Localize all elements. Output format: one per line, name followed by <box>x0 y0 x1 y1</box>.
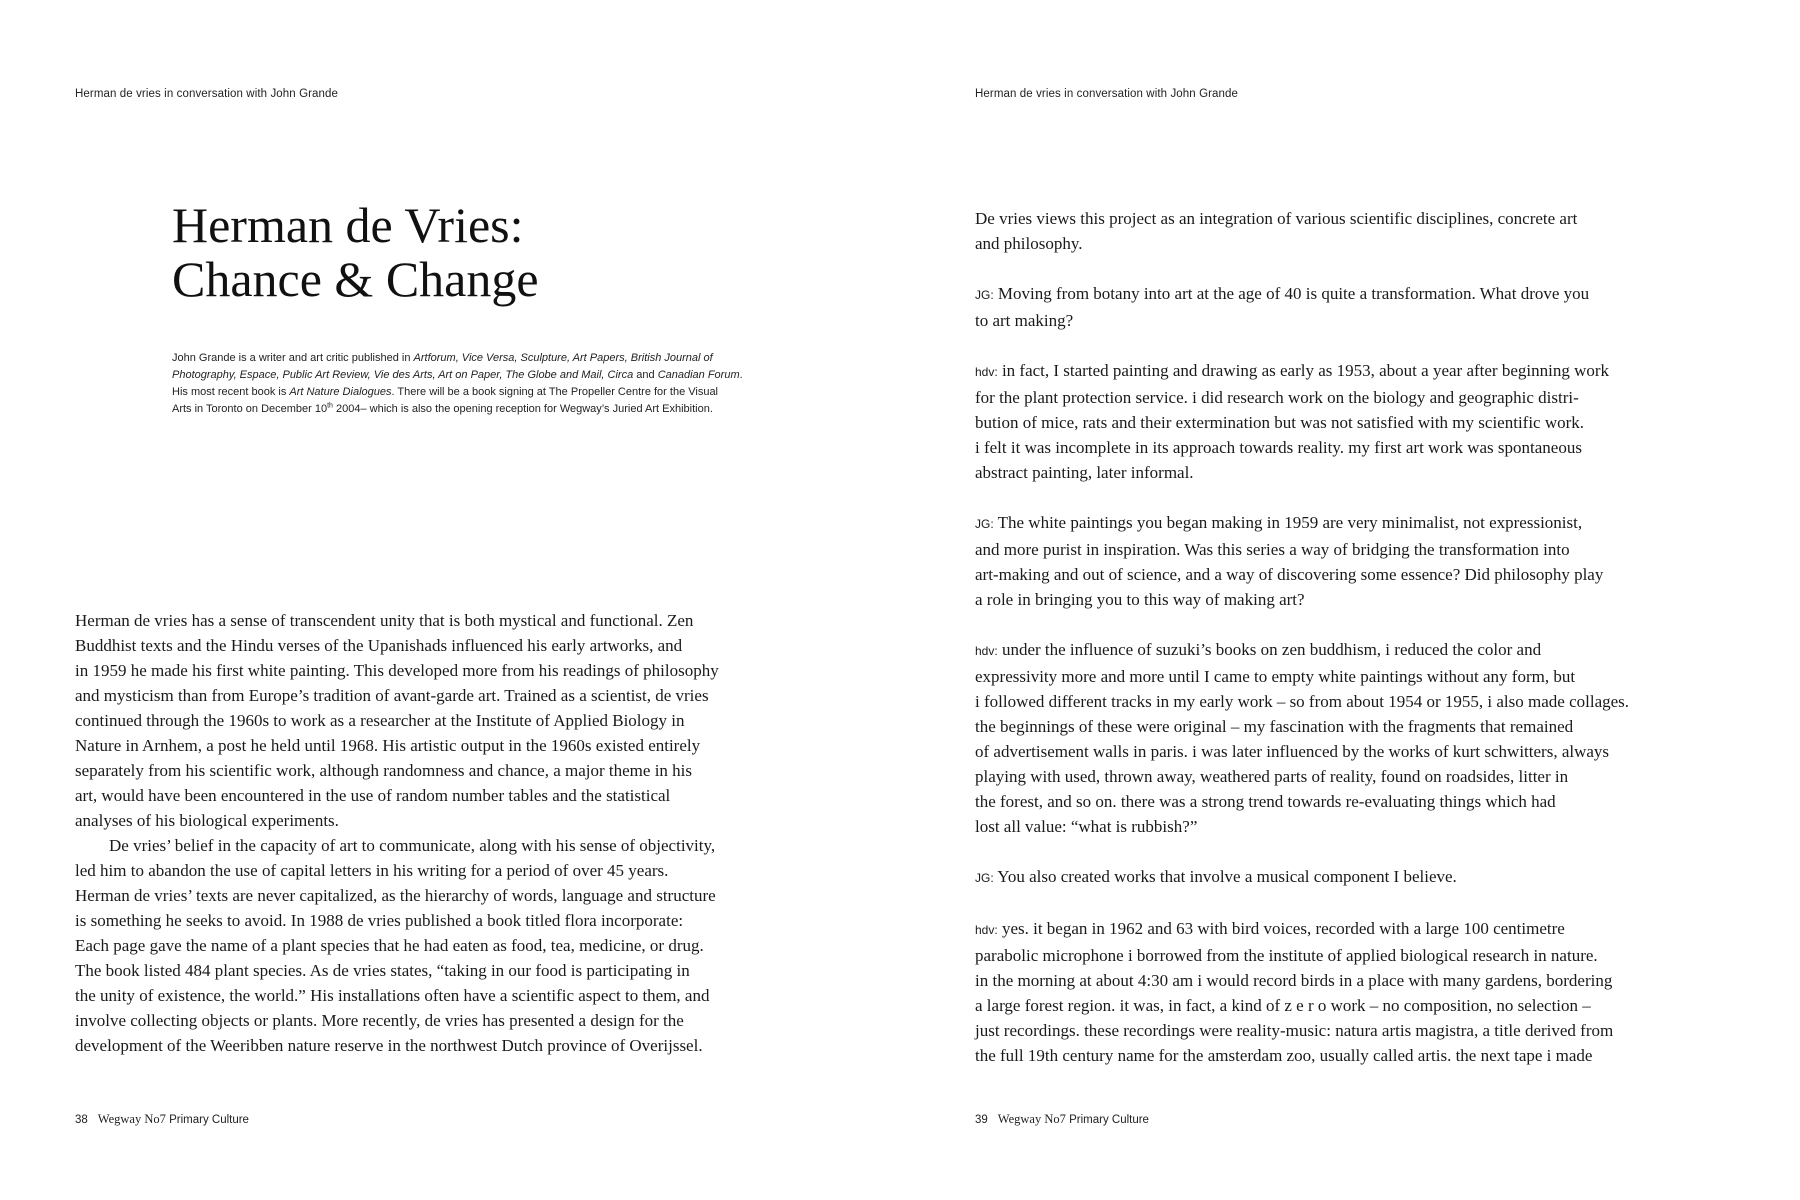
line-text: De vries views this project as an integration of various scientific disciplines, concrete art <box>975 209 1578 228</box>
body-line: development of the Weeribben nature reserve in the northwest Dutch province of Overijssel. <box>75 1036 703 1055</box>
intro-line <box>172 350 832 367</box>
intro-superscript: th <box>327 402 333 410</box>
body-line <box>975 916 1755 943</box>
interview-paragraph <box>975 916 1755 1068</box>
interview-paragraph <box>975 637 1755 839</box>
body-line <box>975 562 1755 587</box>
author-intro <box>172 350 832 418</box>
intro-text: . <box>739 369 743 381</box>
body-line: is something he seeks to avoid. In 1988 de vries published a book titled flora incorporate: <box>75 911 684 930</box>
line-text: and philosophy. <box>975 234 1083 253</box>
line-text: under the influence of suzuki’s books on zen buddhism, i reduced the color and <box>997 640 1542 659</box>
line-text: bution of mice, rats and their extermination but was not satisfied with my scientific work. <box>975 413 1585 432</box>
body-line: Nature in Arnhem, a post he held until 1968. His artistic output in the 1960s existed entirely <box>75 736 701 755</box>
speaker-label: hdv: <box>975 923 998 937</box>
line-text: the forest, and so on. there was a strong trend towards re-evaluating things which had <box>975 792 1556 811</box>
speaker-label: JG: <box>975 288 994 302</box>
body-line: De vries’ belief in the capacity of art to communicate, along with his sense of objectivity, <box>109 836 716 855</box>
body-line <box>975 739 1755 764</box>
section-name: Primary Culture <box>1069 1114 1149 1126</box>
body-line <box>975 968 1755 993</box>
speaker-label: hdv: <box>975 644 998 658</box>
line-text: just recordings. these recordings were reality-music: natura artis magistra, a title derived from <box>975 1021 1614 1040</box>
body-line: led him to abandon the use of capital letters in his writing for a period of over 45 years. <box>75 861 669 880</box>
body-line <box>975 637 1755 664</box>
line-text: The white paintings you began making in 1959 are very minimalist, not expressionist, <box>993 513 1583 532</box>
body-line <box>975 206 1755 231</box>
interview-text <box>975 206 1755 1093</box>
body-line <box>975 510 1755 537</box>
intro-line <box>172 401 832 418</box>
intro-text: His most recent book is <box>172 386 290 398</box>
body-line <box>975 537 1755 562</box>
body-line <box>975 864 1755 891</box>
body-line <box>975 764 1755 789</box>
line-text: a role in bringing you to this way of making art? <box>975 590 1305 609</box>
intro-text: . There will be a book signing at The Propeller Centre for the Visual <box>391 386 719 398</box>
line-text: playing with used, thrown away, weathered parts of reality, found on roadsides, litter in <box>975 767 1569 786</box>
line-text: abstract painting, later informal. <box>975 463 1194 482</box>
right-page <box>900 0 1800 1200</box>
body-line <box>975 308 1755 333</box>
article-title <box>172 198 872 306</box>
interview-paragraph <box>975 281 1755 333</box>
interview-paragraph <box>975 358 1755 485</box>
body-line: Herman de vries has a sense of transcendent unity that is both mystical and functional. Zen <box>75 611 694 630</box>
line-text: in the morning at about 4:30 am i would record birds in a place with many gardens, bordering <box>975 971 1613 990</box>
section-name: Primary Culture <box>169 1114 249 1126</box>
body-line <box>975 993 1755 1018</box>
title-line-2: Chance & Change <box>172 251 539 307</box>
speaker-label: JG: <box>975 871 994 885</box>
interview-paragraph <box>975 206 1755 256</box>
body-line: analyses of his biological experiments. <box>75 811 339 830</box>
body-line <box>975 664 1755 689</box>
body-line: involve collecting objects or plants. More recently, de vries has presented a design for the <box>75 1011 684 1030</box>
intro-text: 2004– which is also the opening reception for Wegway’s Juried Art Exhibition. <box>332 403 713 415</box>
line-text: yes. it began in 1962 and 63 with bird voices, recorded with a large 100 centimetre <box>997 919 1565 938</box>
body-line <box>975 1018 1755 1043</box>
body-text <box>75 608 835 1058</box>
line-text: You also created works that involve a musical component I believe. <box>993 867 1457 886</box>
intro-text: and <box>633 369 658 381</box>
body-line <box>975 435 1755 460</box>
intro-italic: Art Nature Dialogues <box>289 386 392 398</box>
body-line <box>975 689 1755 714</box>
intro-italic: Artforum, Vice Versa, Sculpture, Art Papers, British Journal of <box>413 352 713 364</box>
body-line: Buddhist texts and the Hindu verses of the Upanishads influenced his early artworks, and <box>75 636 683 655</box>
line-text: in fact, I started painting and drawing as early as 1953, about a year after beginning work <box>997 361 1610 380</box>
page-number: 39 <box>975 1114 988 1126</box>
running-head: Herman de vries in conversation with John Grande <box>975 88 1239 100</box>
line-text: expressivity more and more until I came to empty white paintings without any form, but <box>975 667 1576 686</box>
body-line: Herman de vries’ texts are never capitalized, as the hierarchy of words, language and structure <box>75 886 716 905</box>
body-line <box>975 385 1755 410</box>
body-line <box>975 281 1755 308</box>
line-text: i followed different tracks in my early work – so from about 1954 or 1955, i also made collages. <box>975 692 1630 711</box>
interview-paragraph <box>975 864 1755 891</box>
body-line <box>975 231 1755 256</box>
body-line <box>975 943 1755 968</box>
line-text: for the plant protection service. i did research work on the biology and geographic distri- <box>975 388 1579 407</box>
speaker-label: JG: <box>975 517 994 531</box>
body-line: in 1959 he made his first white painting. This developed more from his readings of philosophy <box>75 661 719 680</box>
page-footer <box>75 1112 249 1127</box>
intro-italic: Canadian Forum <box>657 369 740 381</box>
magazine-name: Wegway No7 <box>997 1112 1066 1126</box>
intro-text: John Grande is a writer and art critic published in <box>172 352 414 364</box>
intro-line <box>172 367 832 384</box>
body-line <box>975 358 1755 385</box>
interview-paragraph <box>975 510 1755 612</box>
body-line: Each page gave the name of a plant species that he had eaten as food, tea, medicine, or drug. <box>75 936 704 955</box>
intro-text: Arts in Toronto on December 10 <box>172 403 328 415</box>
running-head: Herman de vries in conversation with John Grande <box>75 88 339 100</box>
body-line <box>975 789 1755 814</box>
page-footer <box>975 1112 1149 1127</box>
body-line <box>975 587 1755 612</box>
body-line <box>975 460 1755 485</box>
line-text: the full 19th century name for the amsterdam zoo, usually called artis. the next tape i made <box>975 1046 1593 1065</box>
line-text: i felt it was incomplete in its approach towards reality. my first art work was spontaneous <box>975 438 1582 457</box>
line-text: parabolic microphone i borrowed from the institute of applied biological research in nature. <box>975 946 1598 965</box>
title-line-1: Herman de Vries: <box>172 197 524 253</box>
page-number: 38 <box>75 1114 88 1126</box>
line-text: a large forest region. it was, in fact, a kind of z e r o work – no composition, no selection – <box>975 996 1591 1015</box>
line-text: to art making? <box>975 311 1074 330</box>
line-text: the beginnings of these were original – my fascination with the fragments that remained <box>975 717 1574 736</box>
body-line: continued through the 1960s to work as a researcher at the Institute of Applied Biology in <box>75 711 685 730</box>
body-line <box>975 410 1755 435</box>
body-line: The book listed 484 plant species. As de vries states, “taking in our food is participating in <box>75 961 690 980</box>
intro-italic: Photography, Espace, Public Art Review, Vie des Arts, Art on Paper, The Globe and Mail, Circa <box>172 369 634 381</box>
body-line <box>975 814 1755 839</box>
line-text: of advertisement walls in paris. i was later influenced by the works of kurt schwitters, always <box>975 742 1610 761</box>
magazine-name: Wegway No7 <box>97 1112 166 1126</box>
body-line: separately from his scientific work, although randomness and chance, a major theme in his <box>75 761 693 780</box>
body-line: and mysticism than from Europe’s tradition of avant-garde art. Trained as a scientist, de vries <box>75 686 709 705</box>
line-text: and more purist in inspiration. Was this series a way of bridging the transformation into <box>975 540 1570 559</box>
body-line <box>975 714 1755 739</box>
speaker-label: hdv: <box>975 365 998 379</box>
line-text: art-making and out of science, and a way of discovering some essence? Did philosophy play <box>975 565 1604 584</box>
line-text: lost all value: “what is rubbish?” <box>975 817 1198 836</box>
body-line: art, would have been encountered in the use of random number tables and the statistical <box>75 786 671 805</box>
line-text: Moving from botany into art at the age of 40 is quite a transformation. What drove you <box>993 284 1590 303</box>
intro-line <box>172 384 832 401</box>
body-line: the unity of existence, the world.” His installations often have a scientific aspect to them, and <box>75 986 710 1005</box>
body-line <box>975 1043 1755 1068</box>
